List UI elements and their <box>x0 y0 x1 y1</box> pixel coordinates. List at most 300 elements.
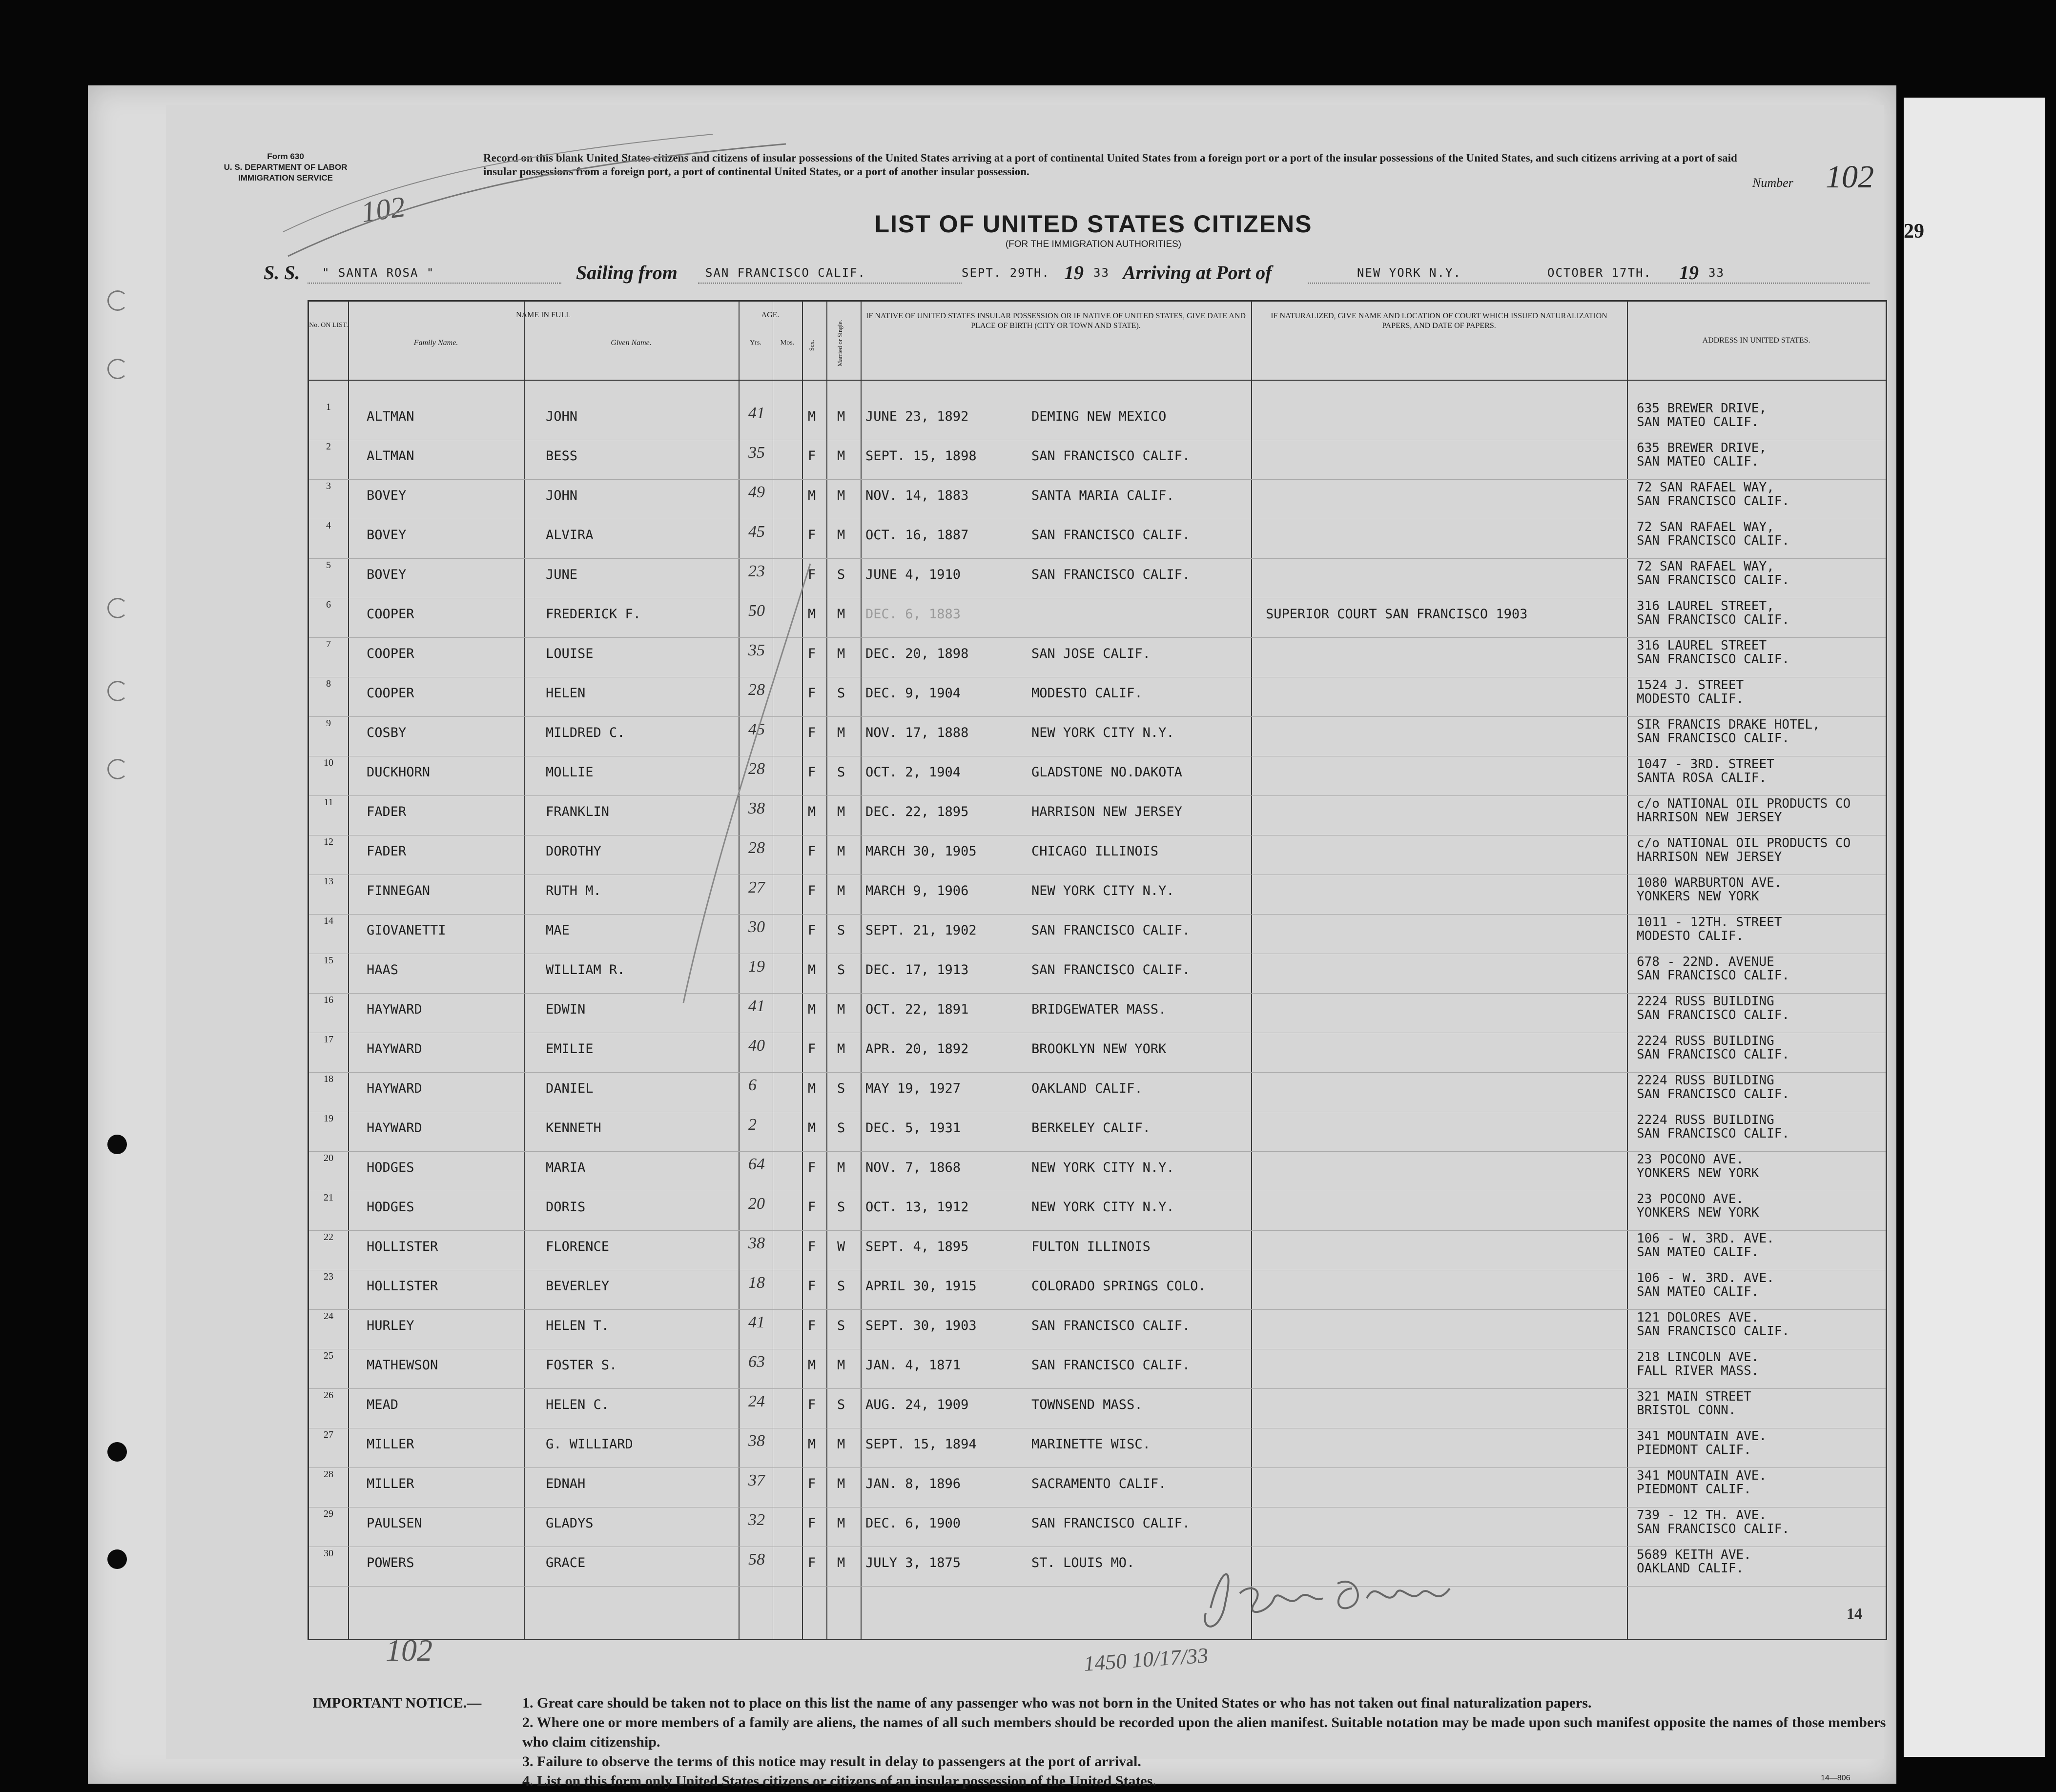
address-line-1: 2224 RUSS BUILDING <box>1637 1073 1774 1088</box>
binder-ring <box>107 359 128 379</box>
address-line-1: 72 SAN RAFAEL WAY, <box>1637 520 1774 534</box>
notice-items <box>522 1693 1889 1791</box>
address-line-2: SAN MATEO CALIF. <box>1637 454 1759 469</box>
family-name: BOVEY <box>367 528 407 543</box>
birth-date: AUG. 24, 1909 <box>865 1397 969 1412</box>
birth-place: SACRAMENTO CALIF. <box>1031 1476 1167 1491</box>
birth-date: DEC. 22, 1895 <box>865 804 969 819</box>
birth-place: TOWNSEND MASS. <box>1031 1397 1143 1412</box>
given-name: EDWIN <box>546 1002 586 1017</box>
sex: M <box>808 488 816 503</box>
row-number: 7 <box>326 639 331 650</box>
address-line-2: PIEDMONT CALIF. <box>1637 1482 1751 1497</box>
row-number: 21 <box>324 1192 333 1203</box>
address-line-2: FALL RIVER MASS. <box>1637 1364 1759 1378</box>
given-name: GRACE <box>546 1555 586 1570</box>
family-name: HURLEY <box>367 1318 414 1333</box>
sex: F <box>808 528 816 543</box>
age-years: 19 <box>748 957 765 976</box>
binder-ring <box>107 759 128 779</box>
address-line-1: 316 LAUREL STREET, <box>1637 599 1774 613</box>
marital-status: M <box>837 844 845 859</box>
age-years: 35 <box>748 641 765 659</box>
department-name: U. S. DEPARTMENT OF LABOR <box>224 163 348 172</box>
header-mos: Mos. <box>780 339 795 346</box>
marital-status: M <box>837 1002 845 1017</box>
marital-status: M <box>837 528 845 543</box>
family-name: BOVEY <box>367 567 407 582</box>
address-line-2: SAN FRANCISCO CALIF. <box>1637 1047 1790 1062</box>
birth-place: SAN FRANCISCO CALIF. <box>1031 923 1191 938</box>
arrival-port: NEW YORK N.Y. <box>1357 266 1461 280</box>
family-name: MILLER <box>367 1437 414 1452</box>
given-name: KENNETH <box>546 1120 601 1136</box>
header-no-on-list: No. ON LIST. <box>309 322 348 329</box>
arriving-label: Arriving at Port of <box>1123 262 1272 284</box>
address-line-2: YONKERS NEW YORK <box>1637 889 1759 904</box>
binder-hole <box>107 1549 127 1569</box>
given-name: FOSTER S. <box>546 1358 617 1373</box>
row-number: 29 <box>324 1508 333 1519</box>
birth-place: NEW YORK CITY N.Y. <box>1031 1200 1174 1215</box>
birth-date: DEC. 9, 1904 <box>865 686 961 701</box>
birth-place: MODESTO CALIF. <box>1031 686 1143 701</box>
sex: M <box>808 1120 816 1136</box>
birth-date: OCT. 16, 1887 <box>865 528 969 543</box>
address-line-2: SAN FRANCISCO CALIF. <box>1637 494 1790 509</box>
given-name: MARIA <box>546 1160 586 1175</box>
given-name: MILDRED C. <box>546 725 625 740</box>
given-name: GLADYS <box>546 1516 594 1531</box>
header-address: ADDRESS IN UNITED STATES. <box>1702 336 1810 345</box>
birth-date: SEPT. 15, 1898 <box>865 448 977 464</box>
age-years: 38 <box>748 799 765 817</box>
binder-hole <box>107 1442 127 1462</box>
margin-note-top: 102 <box>359 190 408 228</box>
birth-place: GLADSTONE NO.DAKOTA <box>1031 765 1182 780</box>
sex: F <box>808 1318 816 1333</box>
marital-status: M <box>837 725 845 740</box>
arrival-year: 33 <box>1708 266 1725 280</box>
given-name: HELEN <box>546 686 586 701</box>
marital-status: M <box>837 883 845 898</box>
address-line-1: 1047 - 3RD. STREET <box>1637 757 1774 772</box>
marital-status: M <box>837 804 845 819</box>
given-name: WILLIAM R. <box>546 962 625 977</box>
birth-place: SAN FRANCISCO CALIF. <box>1031 962 1191 977</box>
family-name: DUCKHORN <box>367 765 431 780</box>
family-name: COOPER <box>367 686 414 701</box>
birth-date: NOV. 7, 1868 <box>865 1160 961 1175</box>
manifest-sheet <box>88 85 1924 1789</box>
family-name: HODGES <box>367 1160 414 1175</box>
birth-date: SEPT. 4, 1895 <box>865 1239 969 1254</box>
birth-place: SAN JOSE CALIF. <box>1031 646 1151 661</box>
page-number: 29 <box>1904 220 1924 243</box>
birth-place: BRIDGEWATER MASS. <box>1031 1002 1167 1017</box>
sex: F <box>808 1397 816 1412</box>
sex: M <box>808 409 816 424</box>
address-line-2: HARRISON NEW JERSEY <box>1637 810 1782 825</box>
row-number: 14 <box>324 916 333 926</box>
sex: F <box>808 1239 816 1254</box>
birth-date: JUNE 4, 1910 <box>865 567 961 582</box>
number-label: Number <box>1752 176 1793 190</box>
age-years: 24 <box>748 1392 765 1410</box>
row-number: 22 <box>324 1232 333 1242</box>
header-given-name: Given Name. <box>611 339 652 347</box>
notice-item-2: 2. Where one or more members of a family are aliens, the names of all such members should be recorded upon the alien manifest. Suitable notation may be made upon such manifest opposite the names of those members who claim citizenship. <box>522 1714 1886 1750</box>
age-years: 40 <box>748 1037 765 1055</box>
family-name: HAYWARD <box>367 1081 422 1096</box>
birth-place: FULTON ILLINOIS <box>1031 1239 1151 1254</box>
marital-status: S <box>837 765 845 780</box>
address-line-2: MODESTO CALIF. <box>1637 929 1744 943</box>
ship-name: " SANTA ROSA " <box>322 266 435 280</box>
birth-date: DEC. 17, 1913 <box>865 962 969 977</box>
given-name: JUNE <box>546 567 578 582</box>
sex: F <box>808 883 816 898</box>
given-name: DORIS <box>546 1200 586 1215</box>
row-rule <box>309 1072 1886 1073</box>
birth-place: SAN FRANCISCO CALIF. <box>1031 528 1191 543</box>
given-name: JOHN <box>546 488 578 503</box>
row-rule <box>309 1467 1886 1468</box>
row-rule <box>309 1151 1886 1152</box>
address-line-2: SAN FRANCISCO CALIF. <box>1637 1324 1790 1339</box>
address-line-1: 106 - W. 3RD. AVE. <box>1637 1231 1774 1246</box>
sex: F <box>808 725 816 740</box>
address-line-1: 23 POCONO AVE. <box>1637 1152 1744 1167</box>
given-name: BEVERLEY <box>546 1279 610 1294</box>
sex: M <box>808 1358 816 1373</box>
address-line-1: 2224 RUSS BUILDING <box>1637 1034 1774 1048</box>
header-name-in-full: NAME IN FULL <box>516 311 571 319</box>
birth-date: DEC. 6, 1883 <box>865 607 961 622</box>
address-line-2: SAN FRANCISCO CALIF. <box>1637 533 1790 548</box>
given-name: LOUISE <box>546 646 594 661</box>
header-family-name: Family Name. <box>413 339 458 347</box>
row-number: 16 <box>324 995 333 1005</box>
page-count: 14 <box>1847 1605 1862 1622</box>
family-name: HAYWARD <box>367 1002 422 1017</box>
marital-status: M <box>837 646 845 661</box>
marital-status: M <box>837 1437 845 1452</box>
sex: F <box>808 1041 816 1057</box>
sailing-label: Sailing from <box>576 262 678 284</box>
birth-place: DEMING NEW MEXICO <box>1031 409 1167 424</box>
arrival-year-prefix: 19 <box>1679 262 1699 284</box>
age-years: 38 <box>748 1432 765 1450</box>
age-years: 49 <box>748 483 765 501</box>
given-name: MOLLIE <box>546 765 594 780</box>
birth-date: DEC. 20, 1898 <box>865 646 969 661</box>
adjacent-page <box>1904 98 2045 1757</box>
family-name: FINNEGAN <box>367 883 431 898</box>
address-line-2: SAN MATEO CALIF. <box>1637 1245 1759 1260</box>
given-name: EMILIE <box>546 1041 594 1057</box>
age-years: 41 <box>748 1313 765 1331</box>
birth-place: COLORADO SPRINGS COLO. <box>1031 1279 1206 1294</box>
marital-status: S <box>837 923 845 938</box>
address-line-1: 23 POCONO AVE. <box>1637 1192 1744 1206</box>
departure-date: SEPT. 29TH. <box>962 266 1050 280</box>
family-name: COOPER <box>367 607 414 622</box>
family-name: PAULSEN <box>367 1516 422 1531</box>
birth-place: ST. LOUIS MO. <box>1031 1555 1135 1570</box>
age-years: 41 <box>748 997 765 1015</box>
sex: M <box>808 804 816 819</box>
birth-place: OAKLAND CALIF. <box>1031 1081 1143 1096</box>
family-name: FADER <box>367 804 407 819</box>
notice-item-1: 1. Great care should be taken not to place on this list the name of any passenger who was not born in the United States or who has not taken out final naturalization papers. <box>522 1695 1592 1711</box>
sex: F <box>808 923 816 938</box>
marital-status: M <box>837 1516 845 1531</box>
given-name: BESS <box>546 448 578 464</box>
age-years: 23 <box>748 562 765 580</box>
naturalization-court: SUPERIOR COURT SAN FRANCISCO 1903 <box>1266 607 1528 622</box>
service-name: IMMIGRATION SERVICE <box>238 173 333 183</box>
form-code: 14—806 <box>1821 1774 1850 1782</box>
birth-date: OCT. 22, 1891 <box>865 1002 969 1017</box>
birth-date: JAN. 4, 1871 <box>865 1358 961 1373</box>
age-years: 27 <box>748 878 765 896</box>
departure-year-prefix: 19 <box>1064 262 1084 284</box>
birth-date: JULY 3, 1875 <box>865 1555 961 1570</box>
marital-status: S <box>837 1397 845 1412</box>
notice-item-4: 4. List on this form only United States citizens or citizens of an insular possession of the United States. <box>522 1773 1156 1789</box>
marital-status: M <box>837 1358 845 1373</box>
row-number: 20 <box>324 1153 333 1163</box>
binder-ring <box>107 598 128 618</box>
sex: M <box>808 962 816 977</box>
number-value: 102 <box>1826 159 1874 195</box>
address-line-1: 341 MOUNTAIN AVE. <box>1637 1468 1767 1483</box>
birth-date: JUNE 23, 1892 <box>865 409 969 424</box>
row-number: 11 <box>324 797 333 808</box>
age-years: 58 <box>748 1550 765 1568</box>
family-name: MILLER <box>367 1476 414 1491</box>
given-name: FREDERICK F. <box>546 607 641 622</box>
address-line-2: SAN FRANCISCO CALIF. <box>1637 1087 1790 1101</box>
sex: M <box>808 1081 816 1096</box>
row-number: 23 <box>324 1271 333 1282</box>
header-sex: Sex. <box>808 340 815 351</box>
given-name: G. WILLIARD <box>546 1437 633 1452</box>
header-birth: IF NATIVE OF UNITED STATES INSULAR POSSESSION OR IF NATIVE OF UNITED STATES, GIVE DATE AND PLACE OF BIRTH (CITY OR TOWN AND STATE). <box>866 312 1246 330</box>
given-name: RUTH M. <box>546 883 601 898</box>
marital-status: S <box>837 1279 845 1294</box>
address-line-2: SANTA ROSA CALIF. <box>1637 771 1767 785</box>
given-name: EDNAH <box>546 1476 586 1491</box>
binder-hole <box>107 1135 127 1154</box>
marital-status: M <box>837 409 845 424</box>
sex: F <box>808 1200 816 1215</box>
given-name: DANIEL <box>546 1081 594 1096</box>
form-area <box>166 105 1924 1789</box>
page-subtitle: (FOR THE IMMIGRATION AUTHORITIES) <box>1005 239 1182 249</box>
row-rule <box>309 1309 1886 1310</box>
birth-place: NEW YORK CITY N.Y. <box>1031 725 1174 740</box>
marital-status: S <box>837 1200 845 1215</box>
sex: F <box>808 765 816 780</box>
sex: F <box>808 844 816 859</box>
address-line-1: 635 BREWER DRIVE, <box>1637 401 1767 416</box>
family-name: ALTMAN <box>367 409 414 424</box>
row-number: 9 <box>326 718 331 729</box>
header-age: AGE. <box>761 311 780 319</box>
age-years: 28 <box>748 681 765 699</box>
arrival-date: OCTOBER 17TH. <box>1547 266 1652 280</box>
family-name: HOLLISTER <box>367 1239 438 1254</box>
marital-status: M <box>837 1476 845 1491</box>
address-line-1: 106 - W. 3RD. AVE. <box>1637 1271 1774 1285</box>
birth-date: APRIL 30, 1915 <box>865 1279 977 1294</box>
birth-place: SAN FRANCISCO CALIF. <box>1031 448 1191 464</box>
age-years: 64 <box>748 1155 765 1173</box>
address-line-1: 635 BREWER DRIVE, <box>1637 441 1767 455</box>
marital-status: S <box>837 686 845 701</box>
address-line-2: SAN FRANCISCO CALIF. <box>1637 612 1790 627</box>
age-years: 30 <box>748 918 765 936</box>
birth-date: APR. 20, 1892 <box>865 1041 969 1057</box>
address-line-1: 1011 - 12TH. STREET <box>1637 915 1782 930</box>
row-number: 28 <box>324 1469 333 1480</box>
address-line-2: BRISTOL CONN. <box>1637 1403 1736 1418</box>
row-number: 27 <box>324 1429 333 1440</box>
row-number: 18 <box>324 1074 333 1084</box>
marital-status: M <box>837 488 845 503</box>
family-name: POWERS <box>367 1555 414 1570</box>
family-name: MEAD <box>367 1397 399 1412</box>
ss-label: S. S. <box>264 262 300 284</box>
birth-place: SAN FRANCISCO CALIF. <box>1031 1358 1191 1373</box>
address-line-1: 72 SAN RAFAEL WAY, <box>1637 559 1774 574</box>
birth-date: SEPT. 15, 1894 <box>865 1437 977 1452</box>
age-years: 28 <box>748 839 765 857</box>
row-number: 10 <box>324 757 333 768</box>
birth-date: MAY 19, 1927 <box>865 1081 961 1096</box>
row-number: 1 <box>326 402 331 412</box>
address-line-1: 5689 KEITH AVE. <box>1637 1548 1751 1562</box>
address-line-1: 321 MAIN STREET <box>1637 1389 1751 1404</box>
address-line-1: c/o NATIONAL OIL PRODUCTS CO <box>1637 796 1851 811</box>
sex: F <box>808 1555 816 1570</box>
address-line-1: 678 - 22ND. AVENUE <box>1637 955 1774 969</box>
address-line-1: 1524 J. STREET <box>1637 678 1744 692</box>
birth-date: MARCH 30, 1905 <box>865 844 977 859</box>
age-years: 6 <box>748 1076 757 1094</box>
birth-place: SAN FRANCISCO CALIF. <box>1031 567 1191 582</box>
family-name: MATHEWSON <box>367 1358 438 1373</box>
row-number: 4 <box>326 520 331 531</box>
birth-date: NOV. 17, 1888 <box>865 725 969 740</box>
form-number: Form 630 <box>267 152 304 161</box>
age-years: 35 <box>748 444 765 462</box>
birth-place: CHICAGO ILLINOIS <box>1031 844 1159 859</box>
binder-ring <box>107 681 128 701</box>
sex: M <box>808 1002 816 1017</box>
sex: M <box>808 1437 816 1452</box>
sex: F <box>808 686 816 701</box>
departure-port: SAN FRANCISCO CALIF. <box>705 266 866 280</box>
row-number: 26 <box>324 1390 333 1401</box>
address-line-1: 341 MOUNTAIN AVE. <box>1637 1429 1767 1444</box>
age-years: 2 <box>748 1116 757 1134</box>
marital-status: M <box>837 1160 845 1175</box>
given-name: ALVIRA <box>546 528 594 543</box>
instructions-text: Record on this blank United States citizens and citizens of insular possessions of the United States arriving at a port of continental United States from a foreign port or a port of the insular possessions of the United States, and such citizens arriving at a port of said insular possessions from a foreign port, a port of continental United States, or a port of another insular possession. <box>483 152 1737 178</box>
family-name: COSBY <box>367 725 407 740</box>
family-name: HODGES <box>367 1200 414 1215</box>
family-name: HAYWARD <box>367 1041 422 1057</box>
address-line-1: 2224 RUSS BUILDING <box>1637 994 1774 1009</box>
age-years: 50 <box>748 602 765 620</box>
family-name: ALTMAN <box>367 448 414 464</box>
given-name: DOROTHY <box>546 844 601 859</box>
notice-item-3: 3. Failure to observe the terms of this notice may result in delay to passengers at the port of arrival. <box>522 1753 1141 1770</box>
family-name: HAAS <box>367 962 399 977</box>
row-number: 30 <box>324 1548 333 1559</box>
marital-status: M <box>837 1041 845 1057</box>
birth-date: DEC. 6, 1900 <box>865 1516 961 1531</box>
age-years: 38 <box>748 1234 765 1252</box>
marital-status: M <box>837 1555 845 1570</box>
age-years: 28 <box>748 760 765 778</box>
address-line-2: SAN MATEO CALIF. <box>1637 1284 1759 1299</box>
birth-place: NEW YORK CITY N.Y. <box>1031 883 1174 898</box>
row-number: 12 <box>324 836 333 847</box>
birth-place: BERKELEY CALIF. <box>1031 1120 1151 1136</box>
birth-date: OCT. 13, 1912 <box>865 1200 969 1215</box>
given-name: HELEN C. <box>546 1397 610 1412</box>
address-line-2: SAN MATEO CALIF. <box>1637 415 1759 429</box>
marital-status: W <box>837 1239 845 1254</box>
given-name: JOHN <box>546 409 578 424</box>
age-years: 63 <box>748 1353 765 1371</box>
marital-status: M <box>837 448 845 464</box>
address-line-2: SAN FRANCISCO CALIF. <box>1637 1126 1790 1141</box>
row-number: 15 <box>324 955 333 966</box>
margin-note-bottom: 102 <box>386 1633 432 1668</box>
address-line-1: c/o NATIONAL OIL PRODUCTS CO <box>1637 836 1851 851</box>
row-number: 25 <box>324 1350 333 1361</box>
row-rule <box>309 1388 1886 1389</box>
header-married-single: Married or Single. <box>836 320 843 367</box>
address-line-2: SAN FRANCISCO CALIF. <box>1637 731 1790 746</box>
age-years: 20 <box>748 1195 765 1213</box>
birth-place: SAN FRANCISCO CALIF. <box>1031 1318 1191 1333</box>
address-line-1: 316 LAUREL STREET <box>1637 638 1767 653</box>
birth-date: SEPT. 30, 1903 <box>865 1318 977 1333</box>
marital-status: S <box>837 1081 845 1096</box>
pencil-strokes <box>273 134 908 1013</box>
address-line-2: OAKLAND CALIF. <box>1637 1561 1744 1576</box>
birth-place: HARRISON NEW JERSEY <box>1031 804 1182 819</box>
row-number: 17 <box>324 1034 333 1045</box>
address-line-2: SAN FRANCISCO CALIF. <box>1637 573 1790 588</box>
row-number: 5 <box>326 560 331 570</box>
age-years: 32 <box>748 1511 765 1529</box>
birth-date: MARCH 9, 1906 <box>865 883 969 898</box>
birth-date: NOV. 14, 1883 <box>865 488 969 503</box>
age-years: 41 <box>748 404 765 422</box>
row-number: 6 <box>326 599 331 610</box>
family-name: COOPER <box>367 646 414 661</box>
address-line-2: YONKERS NEW YORK <box>1637 1166 1759 1181</box>
address-line-2: YONKERS NEW YORK <box>1637 1205 1759 1220</box>
birth-place: MARINETTE WISC. <box>1031 1437 1151 1452</box>
